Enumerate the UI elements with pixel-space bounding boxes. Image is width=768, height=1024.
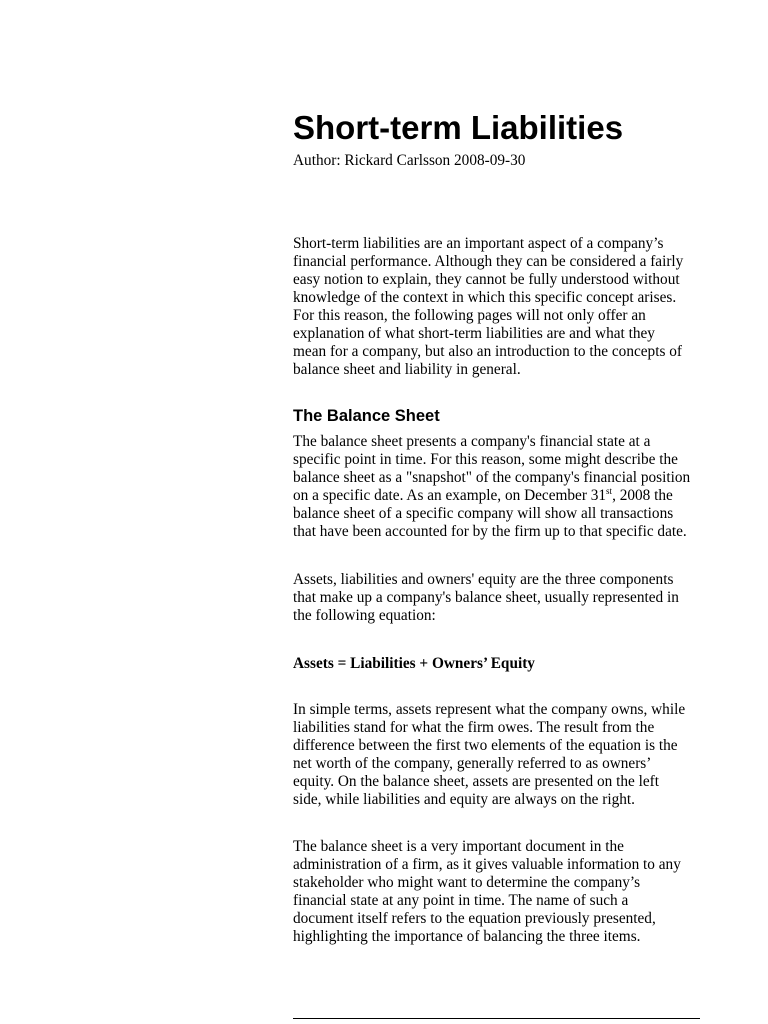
text-line: balance sheet as a "snapshot" of the company's financial position [293, 469, 691, 486]
simple-terms-paragraph [293, 701, 685, 809]
text-line: explanation of what short-term liabilities are and what they [293, 325, 655, 342]
text-line: Short-term liabilities are an important aspect of a company’s [293, 235, 664, 252]
footer-divider [293, 1018, 700, 1019]
text-line: financial state at any point in time. The name of such a [293, 892, 629, 909]
text-fragment: on a specific date. As an example, on December 31 [293, 487, 607, 504]
text-line [293, 487, 690, 505]
text-line: Assets, liabilities and owners' equity are the three components [293, 571, 674, 588]
text-line: mean for a company, but also an introduction to the concepts of [293, 343, 682, 360]
text-line: highlighting the importance of balancing the three items. [293, 928, 641, 945]
balance-sheet-paragraph [293, 433, 690, 541]
document-title: Short-term Liabilities [293, 109, 624, 146]
text-line: stakeholder who might want to determine the company’s [293, 874, 641, 891]
text-line: side, while liabilities and equity are always on the right. [293, 791, 635, 808]
author-line: Author: Rickard Carlsson 2008-09-30 [293, 152, 526, 169]
text-line: For this reason, the following pages will not only offer an [293, 307, 646, 324]
balance-equation: Assets = Liabilities + Owners’ Equity [293, 655, 535, 672]
text-line: balance sheet of a specific company will show all transactions [293, 505, 674, 522]
text-line: that have been accounted for by the firm up to that specific date. [293, 523, 687, 540]
text-line: that make up a company's balance sheet, usually represented in [293, 589, 679, 606]
text-line: easy notion to explain, they cannot be fully understood without [293, 271, 680, 288]
text-line: knowledge of the context in which this specific concept arises. [293, 289, 677, 306]
text-line: In simple terms, assets represent what the company owns, while [293, 701, 686, 718]
text-line: The balance sheet is a very important document in the [293, 838, 624, 855]
text-line: liabilities stand for what the firm owes. The result from the [293, 719, 655, 736]
text-line: difference between the first two elements of the equation is the [293, 737, 678, 754]
text-line: financial performance. Although they can be considered a fairly [293, 253, 684, 270]
text-line: balance sheet and liability in general. [293, 361, 521, 378]
text-fragment: , 2008 the [612, 487, 673, 504]
importance-paragraph [293, 838, 681, 946]
text-line: net worth of the company, generally referred to as owners’ [293, 755, 652, 772]
text-line: administration of a firm, as it gives valuable information to any [293, 856, 681, 873]
intro-paragraph [293, 235, 683, 379]
text-line: equity. On the balance sheet, assets are presented on the left [293, 773, 659, 790]
ordinal-suffix: st [606, 485, 613, 496]
text-line: specific point in time. For this reason, some might describe the [293, 451, 678, 468]
components-paragraph [293, 571, 679, 625]
text-line: The balance sheet presents a company's financial state at a [293, 433, 651, 450]
text-line: the following equation: [293, 607, 436, 624]
text-line: document itself refers to the equation previously presented, [293, 910, 656, 927]
section-heading: The Balance Sheet [293, 407, 440, 425]
